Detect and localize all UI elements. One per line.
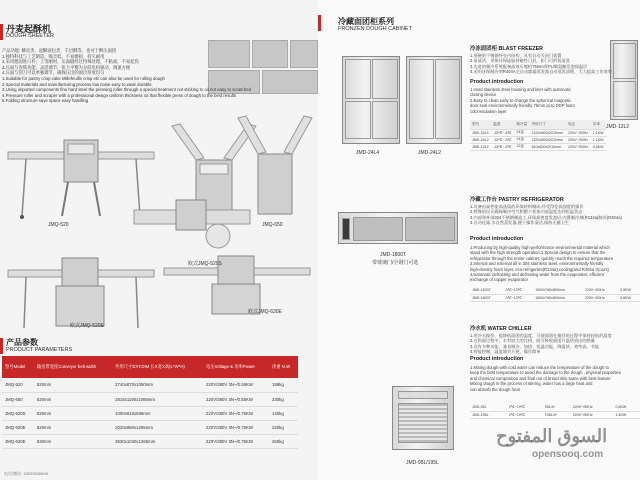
text-line: door seal environmentally friendly 75mm pcro DDP foam [470,103,575,109]
series-title-cn: 冷藏面团柜系列 [338,17,394,26]
table-cell: 1220x800x2010mm [530,129,567,136]
text-line: closing device [470,92,497,98]
model-sublabel: 带玻璃门/全钢门可选 [372,260,419,266]
table-cell: 220V/380V 3N~/0.75KW [203,434,269,448]
table-cell: 520mm [34,378,112,392]
table-cell: 0.6KW [618,294,640,301]
table-cell: JMQ-630E [2,434,34,448]
params-title-en: PRODUCT PARAMETERS [6,347,73,353]
table-cell: 2℃~10℃ [507,411,543,418]
table-cell: 1000x810x585mm [112,406,203,420]
series-title-en: FRONZEN DOUGH CABINET [338,26,412,32]
model-label: JMQ-650 [262,222,283,228]
column-header: 外形尺寸EXT.DIM 长X宽X高(L*W*H) [112,356,203,378]
freezer-cabinet-image [610,40,638,120]
refrigerator-intro-heading: Product introduction [470,236,524,242]
water-chiller-image [392,386,454,450]
table-cell: 195L/H [543,411,571,418]
table-cell: 2℃~10℃ [507,404,543,411]
table-cell: 220V/380V 3N~/0.75KW [203,406,269,420]
table-cell: JMQ-520E [2,420,34,434]
text-line: 1.Suitable for pastry crisp cake Millefeuille crisp etc can also be used for rolling dough [2,76,165,81]
table-cell: 1.4KW [614,411,640,418]
text-line: 1.坚硬的不锈钢外壳内结构，具有自动关闭门装置 [470,53,562,58]
text-line: and chemical composition and final out of bread skin same with best feature [470,375,611,381]
table-cell: 2740x870x1050mm [112,378,203,392]
table-cell: 0.8KW [614,404,640,411]
table-cell: 220V~/50Hz [571,411,614,418]
text-line: 1.Producing by high-quality high-performance environmental material which [470,245,610,250]
table-cell: 520mm [34,406,112,420]
table-cell: 95L/H [543,404,571,411]
table-cell: 1800x760x800mm [533,294,583,301]
watermark-url: opensooq.com [532,449,604,460]
table-row [470,136,606,143]
table-cell: 220V/380V 3N~/0.55KW [203,392,269,406]
table-cell: 610x800x2010mm [530,143,567,150]
table-cell: 1.1KW [591,129,606,136]
table-cell: 140kg [269,406,298,420]
table-cell: 520mm [34,420,112,434]
table-cell: JMD-1800T [470,294,504,301]
text-line: 2.Easy to clean easy to change the spherical magnetic [470,97,572,103]
column-header: 功率 [591,120,606,129]
table-cell: 520mm [34,392,112,406]
table-cell: 24盘 [514,136,529,143]
section-title-cn: 丹麦起酥机 [6,24,52,34]
text-line: keep the best temperature to avoid the damage to the dough , physical properties [470,370,621,376]
model-label: 欧式JMQ-520E [70,323,104,329]
text-line: 4.智能控制，温度调节方便，操作简单 [470,349,541,355]
table-row [470,411,640,418]
table-cell: 220V/380V 3N~/0.75KW [203,420,269,434]
freezer-cabinet-image [342,56,400,144]
column-header: 外形尺寸 [530,120,567,129]
table-cell: JMQ-650 [2,392,34,406]
text-line: exchange of copper evaporator [470,277,528,283]
text-line: 4.采用环保制冷剂R404A全自动除霜蒸发器自动蒸发清理，大大提高工作效率 [470,69,612,75]
table-row [2,378,298,392]
text-line: stand with the high strength operation.2.Special design to ensure that the [470,250,606,256]
table-cell: JMD-24L4 [470,129,491,136]
text-line: 2.在和面过程中，水有较大的比热，既可吸收面团升温所放出的热量 [470,338,595,344]
model-label: JMD-24L2 [418,150,442,156]
table-row [2,434,298,448]
refrigerator-spec-table [470,287,640,302]
model-label: JMD-12L2 [606,124,630,130]
table-cell: 220V~/50Hz [566,143,591,150]
text-line: 3.Using imported components fine hard steel the pressing roller through a special treatment not sticking to oil not easy to scratched [2,87,251,93]
text-line: 4.压面与刮刀可以单独调节，确保压出的面层厚度均匀 [2,70,105,76]
table-cell: 2020x950x1285mm [112,420,203,434]
text-line: 1.Hard stainless steel housing and liner with automatic [470,87,572,92]
section-marker [318,15,321,31]
table-cell: 230kg [269,392,298,406]
text-line: 2.特殊的设计确保制冷空气和整个柜体内部温度达到恒温状态 [470,209,583,215]
refrigerator-title: 冷藏工作台 PASTRY REFRIGERATOR [470,197,564,203]
table-cell: 1500x760x800mm [533,287,583,294]
dough-sheeter-image [162,250,312,320]
freezer-title: 冷冻面团柜 BLAST FREEZER [470,46,544,52]
table-row [2,420,298,434]
table-cell: 12盘 [514,143,529,150]
table-cell: 2815x1190x1065mm [112,392,203,406]
table-cell: 24盘 [514,129,529,136]
table-row [470,143,606,150]
table-cell: 220V~/50Hz [583,287,618,294]
footer-contact: 电话/微信: 18923930608 [4,471,48,476]
model-label: 欧式JMQ-630E [248,309,282,315]
table-cell: 198kg [269,378,298,392]
model-label: JMD-95L/195L [406,460,439,466]
chiller-spec-table [470,404,640,419]
text-line: can absorb the dough heat [470,386,520,392]
column-header: 电压Voltage & 功率Power [203,356,269,378]
dough-sheeter-image [6,252,156,332]
table-row [470,287,640,294]
text-line: 1.用冷水搅拌，能降低面团的温度，可使面团在搅拌的过程中保持较低的温度 [470,333,612,338]
params-title-cn: 产品参数 [6,338,38,347]
table-row [470,404,640,411]
text-line: 4Automatic defrosting and defrosting water from the evaporator, efficient [470,272,604,277]
text-line: 5.Folding structure save space easy handling [2,98,89,104]
table-cell: JMD-195L [470,411,507,418]
text-line: 3.压面与卷筒功能，灵活调节，扭力平衡为分段电机驱动，调速方便 [2,64,131,70]
text-line: 3.内部和外部304不锈钢制造工,环保高密度发泡层,内置制冷剂(R134a)制冷(R404a) [470,214,622,220]
table-cell: 220V~/50Hz [566,129,591,136]
freezer-intro-heading: Product introduction [470,79,524,85]
section-title-en: DOUGH SHEETER [6,33,54,39]
table-cell: 220kg [269,420,298,434]
chiller-intro-heading: Product introduction [470,356,524,362]
table-cell: JMQ-520S [2,406,34,420]
table-cell: 3530x1040x1265mm [112,434,203,448]
table-cell: JMD-1500T [470,287,504,294]
text-line: 1.Mixing dough with cold water can reduce the temperature of the dough to [470,365,609,370]
text-line: 4.Pressure roller and scraper with a professional design uniform thickness so that flexible press of dough to the best results [2,92,237,98]
text-line: refrigerator through the entire cabinet, quickly reach the required temperature [470,255,614,261]
text-line: 产品功能: 酥皮类、起酥面包类、千层酥等，也可于擀压面团 [2,48,117,53]
table-cell: 220V~/50Hz [571,404,614,411]
text-line: 2.Special materials and manufacturing process low noise easy to wear durable [2,81,152,87]
column-header: 温度 [491,120,514,129]
column-header: 净重 N.W [269,356,298,378]
column-header: 制冷量 [514,120,529,129]
table-cell: 0℃~10℃ [504,294,534,301]
text-line: 3.Internal and external all in 304 stainless steel, environmentally friendly [470,261,604,267]
table-cell: JMD-95L [470,404,507,411]
model-label: JMD-1800T [380,252,407,258]
table-cell: -18℃~-5℃ [491,143,514,150]
section-marker [0,24,3,40]
column-header: 型号 [470,120,491,129]
table-cell: 630mm [34,434,112,448]
right-page [318,0,640,480]
table-cell: 1.1KW [591,136,606,143]
model-label: JMD-24L4 [356,150,380,156]
freezer-cabinet-image [406,56,462,144]
text-line: 1.独特科技与工艺制造，噪音低、不易磨损、持久耐用 [2,53,105,59]
text-line: 3.先进的制冷系统配备高效压缩机75mm厚PU聚氨酯发泡保温层 [470,63,588,69]
text-line: high-density foam layer, eco-refrigerant(R134a),cooling(and R404a 或ours) [470,266,609,272]
table-cell: 220V/380V 3N~/0.55KW [203,378,269,392]
table-row [470,294,640,301]
table-row [2,392,298,406]
table-cell: 0.5KW [618,287,640,294]
table-row [2,406,298,420]
model-label: JMQ-520 [48,222,69,228]
text-line: 4.自动化霜,水自然蒸发器,便于操作清洁,保持无菌卫生 [470,220,570,226]
table-cell: JMQ-520 [2,378,34,392]
product-parameters-table [2,356,298,449]
left-page [0,0,318,480]
table-cell: 1220x800x2010mm [530,136,567,143]
section-marker [0,338,3,354]
text-line: 1.设备由高性能高品质的环保材料制成,经受得住高强度的操作 [470,204,584,209]
text-line: 2.采用德国进口件，上等刚材，压面辊经过特殊处理，不粘面，不易起伤 [2,59,139,65]
table-cell: 0℃~10℃ [504,287,534,294]
dough-sheeter-image [132,196,252,256]
column-header: 型号Model [2,356,34,378]
table-cell: JMD-24L2 [470,136,491,143]
table-cell: 0.8KW [591,143,606,150]
text-line: 2.易清洁，更换环保硅胶材磁性门封，柜门可拆装清洗 [470,58,570,64]
table-cell: 220V~/50Hz [566,136,591,143]
column-header: 输送带宽度Conveyor belt width [34,356,112,378]
model-label: 欧式JMQ-520S [188,261,222,267]
chiller-title: 冷水机 WATER CHILLER [470,326,532,332]
refrigerator-image [338,212,458,244]
text-line: Mixing dough in the process of stirring, water has a large heat and [470,381,593,387]
table-row [470,129,606,136]
text-line: 3.具有多种功能，兼具制冷、加热、恒温功能，降温快、效率高、节能 [470,343,600,349]
table-cell: -18℃~-5℃ [491,129,514,136]
table-cell: 220V~/50Hz [583,294,618,301]
table-cell: -18℃~-5℃ [491,136,514,143]
column-header: 电压 [566,120,591,129]
table-cell: JMD-12L2 [470,143,491,150]
table-cell: 260kg [269,434,298,448]
watermark-logo: السوق المفتوح [496,426,608,446]
text-line: cold insulation layer [470,108,507,114]
freezer-spec-table [470,120,606,151]
